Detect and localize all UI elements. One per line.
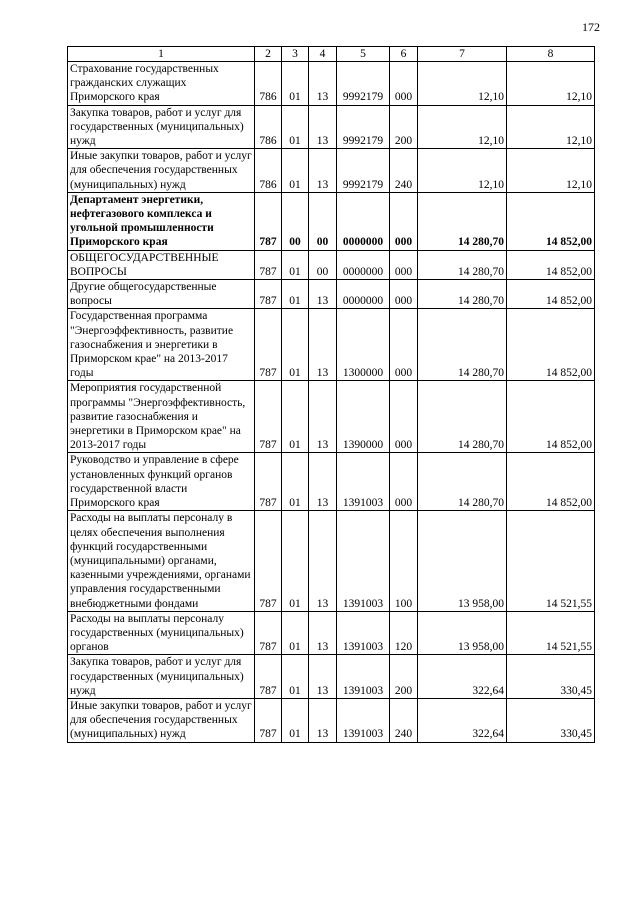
row-name: Мероприятия государственной программы "Энергоэффективность, развитие газоснабжения и энергетики в Приморском крае" на 2013-2017 годы [68, 381, 255, 453]
row-expense-type: 000 [390, 280, 418, 309]
row-name: Руководство и управление в сфере установленных функций органов государственной власти Приморского края [68, 453, 255, 511]
row-subsection-code: 13 [309, 62, 337, 106]
row-amount-year-1: 14 280,70 [418, 250, 507, 279]
row-amount-year-1: 13 958,00 [418, 511, 507, 611]
row-amount-year-2: 14 852,00 [507, 309, 595, 381]
row-amount-year-2: 14 521,55 [507, 511, 595, 611]
row-ved-code: 787 [255, 453, 282, 511]
row-target-article: 1391003 [337, 655, 390, 699]
table-row [68, 250, 595, 279]
row-expense-type: 200 [390, 655, 418, 699]
row-subsection-code: 13 [309, 381, 337, 453]
header-col-1: 1 [68, 47, 255, 62]
row-ved-code: 787 [255, 309, 282, 381]
row-amount-year-1: 14 280,70 [418, 280, 507, 309]
row-ved-code: 786 [255, 62, 282, 106]
row-name: Закупка товаров, работ и услуг для государственных (муниципальных) нужд [68, 105, 255, 149]
row-ved-code: 786 [255, 149, 282, 193]
row-amount-year-2: 14 852,00 [507, 280, 595, 309]
row-name: Расходы на выплаты персоналу в целях обеспечения выполнения функций государственными (муниципальными) органами, казенными учреждениями, органами управления государственными внебюджетными фондами [68, 511, 255, 611]
row-ved-code: 787 [255, 698, 282, 742]
row-target-article: 9992179 [337, 105, 390, 149]
row-ved-code: 787 [255, 280, 282, 309]
row-section-code: 01 [282, 250, 309, 279]
row-amount-year-1: 14 280,70 [418, 381, 507, 453]
row-expense-type: 000 [390, 192, 418, 250]
row-amount-year-1: 322,64 [418, 698, 507, 742]
row-expense-type: 240 [390, 698, 418, 742]
row-amount-year-1: 14 280,70 [418, 309, 507, 381]
header-col-8: 8 [507, 47, 595, 62]
table-row [68, 105, 595, 149]
budget-table [67, 46, 595, 743]
row-subsection-code: 13 [309, 655, 337, 699]
row-subsection-code: 13 [309, 511, 337, 611]
row-ved-code: 787 [255, 381, 282, 453]
row-name: Закупка товаров, работ и услуг для государственных (муниципальных) нужд [68, 655, 255, 699]
row-amount-year-2: 14 521,55 [507, 611, 595, 655]
row-expense-type: 000 [390, 309, 418, 381]
header-col-2: 2 [255, 47, 282, 62]
row-section-code: 01 [282, 62, 309, 106]
row-name: Страхование государственных гражданских служащих Приморского края [68, 62, 255, 106]
header-col-4: 4 [309, 47, 337, 62]
row-expense-type: 100 [390, 511, 418, 611]
row-subsection-code: 13 [309, 309, 337, 381]
table-row [68, 62, 595, 106]
row-amount-year-2: 14 852,00 [507, 192, 595, 250]
row-expense-type: 200 [390, 105, 418, 149]
row-amount-year-2: 14 852,00 [507, 250, 595, 279]
table-row [68, 149, 595, 193]
table-row [68, 655, 595, 699]
row-name: Иные закупки товаров, работ и услуг для обеспечения государственных (муниципальных) нужд [68, 149, 255, 193]
row-ved-code: 787 [255, 511, 282, 611]
row-target-article: 1300000 [337, 309, 390, 381]
row-amount-year-1: 12,10 [418, 62, 507, 106]
row-section-code: 01 [282, 280, 309, 309]
row-expense-type: 000 [390, 453, 418, 511]
row-section-code: 01 [282, 309, 309, 381]
row-ved-code: 787 [255, 250, 282, 279]
row-target-article: 9992179 [337, 149, 390, 193]
row-target-article: 1391003 [337, 698, 390, 742]
row-ved-code: 787 [255, 192, 282, 250]
row-section-code: 01 [282, 149, 309, 193]
row-name: Департамент энергетики, нефтегазового комплекса и угольной промышленности Приморского края [68, 192, 255, 250]
row-expense-type: 000 [390, 381, 418, 453]
row-expense-type: 000 [390, 62, 418, 106]
row-section-code: 01 [282, 611, 309, 655]
row-expense-type: 000 [390, 250, 418, 279]
table-row [68, 280, 595, 309]
row-name: ОБЩЕГОСУДАРСТВЕННЫЕ ВОПРОСЫ [68, 250, 255, 279]
header-col-5: 5 [337, 47, 390, 62]
row-amount-year-1: 12,10 [418, 149, 507, 193]
row-amount-year-2: 330,45 [507, 655, 595, 699]
row-amount-year-1: 14 280,70 [418, 192, 507, 250]
row-amount-year-2: 12,10 [507, 62, 595, 106]
row-subsection-code: 13 [309, 105, 337, 149]
row-subsection-code: 13 [309, 453, 337, 511]
row-target-article: 0000000 [337, 280, 390, 309]
table-row [68, 192, 595, 250]
row-target-article: 1390000 [337, 381, 390, 453]
row-target-article: 1391003 [337, 511, 390, 611]
row-target-article: 0000000 [337, 250, 390, 279]
row-subsection-code: 13 [309, 698, 337, 742]
table-row [68, 381, 595, 453]
row-subsection-code: 13 [309, 611, 337, 655]
table-row [68, 698, 595, 742]
row-amount-year-1: 322,64 [418, 655, 507, 699]
row-subsection-code: 00 [309, 250, 337, 279]
row-section-code: 01 [282, 105, 309, 149]
table-row [68, 309, 595, 381]
row-target-article: 9992179 [337, 62, 390, 106]
row-subsection-code: 00 [309, 192, 337, 250]
row-section-code: 01 [282, 511, 309, 611]
row-amount-year-2: 14 852,00 [507, 381, 595, 453]
table-row [68, 453, 595, 511]
row-ved-code: 787 [255, 611, 282, 655]
row-section-code: 01 [282, 453, 309, 511]
row-subsection-code: 13 [309, 149, 337, 193]
row-name: Расходы на выплаты персоналу государственных (муниципальных) органов [68, 611, 255, 655]
row-amount-year-1: 14 280,70 [418, 453, 507, 511]
row-subsection-code: 13 [309, 280, 337, 309]
row-name: Государственная программа "Энергоэффективность, развитие газоснабжения и энергетики в Приморском крае" на 2013-2017 годы [68, 309, 255, 381]
row-amount-year-2: 12,10 [507, 149, 595, 193]
row-amount-year-1: 13 958,00 [418, 611, 507, 655]
row-target-article: 1391003 [337, 611, 390, 655]
header-col-3: 3 [282, 47, 309, 62]
row-amount-year-1: 12,10 [418, 105, 507, 149]
row-amount-year-2: 330,45 [507, 698, 595, 742]
row-section-code: 01 [282, 698, 309, 742]
row-section-code: 01 [282, 381, 309, 453]
row-ved-code: 786 [255, 105, 282, 149]
row-section-code: 00 [282, 192, 309, 250]
table-header-row [68, 47, 595, 62]
row-amount-year-2: 12,10 [507, 105, 595, 149]
row-expense-type: 120 [390, 611, 418, 655]
row-amount-year-2: 14 852,00 [507, 453, 595, 511]
row-section-code: 01 [282, 655, 309, 699]
row-target-article: 0000000 [337, 192, 390, 250]
row-ved-code: 787 [255, 655, 282, 699]
row-expense-type: 240 [390, 149, 418, 193]
row-target-article: 1391003 [337, 453, 390, 511]
page-number: 172 [582, 20, 600, 34]
row-name: Иные закупки товаров, работ и услуг для обеспечения государственных (муниципальных) нужд [68, 698, 255, 742]
table-row [68, 611, 595, 655]
header-col-7: 7 [418, 47, 507, 62]
row-name: Другие общегосударственные вопросы [68, 280, 255, 309]
header-col-6: 6 [390, 47, 418, 62]
table-row [68, 511, 595, 611]
